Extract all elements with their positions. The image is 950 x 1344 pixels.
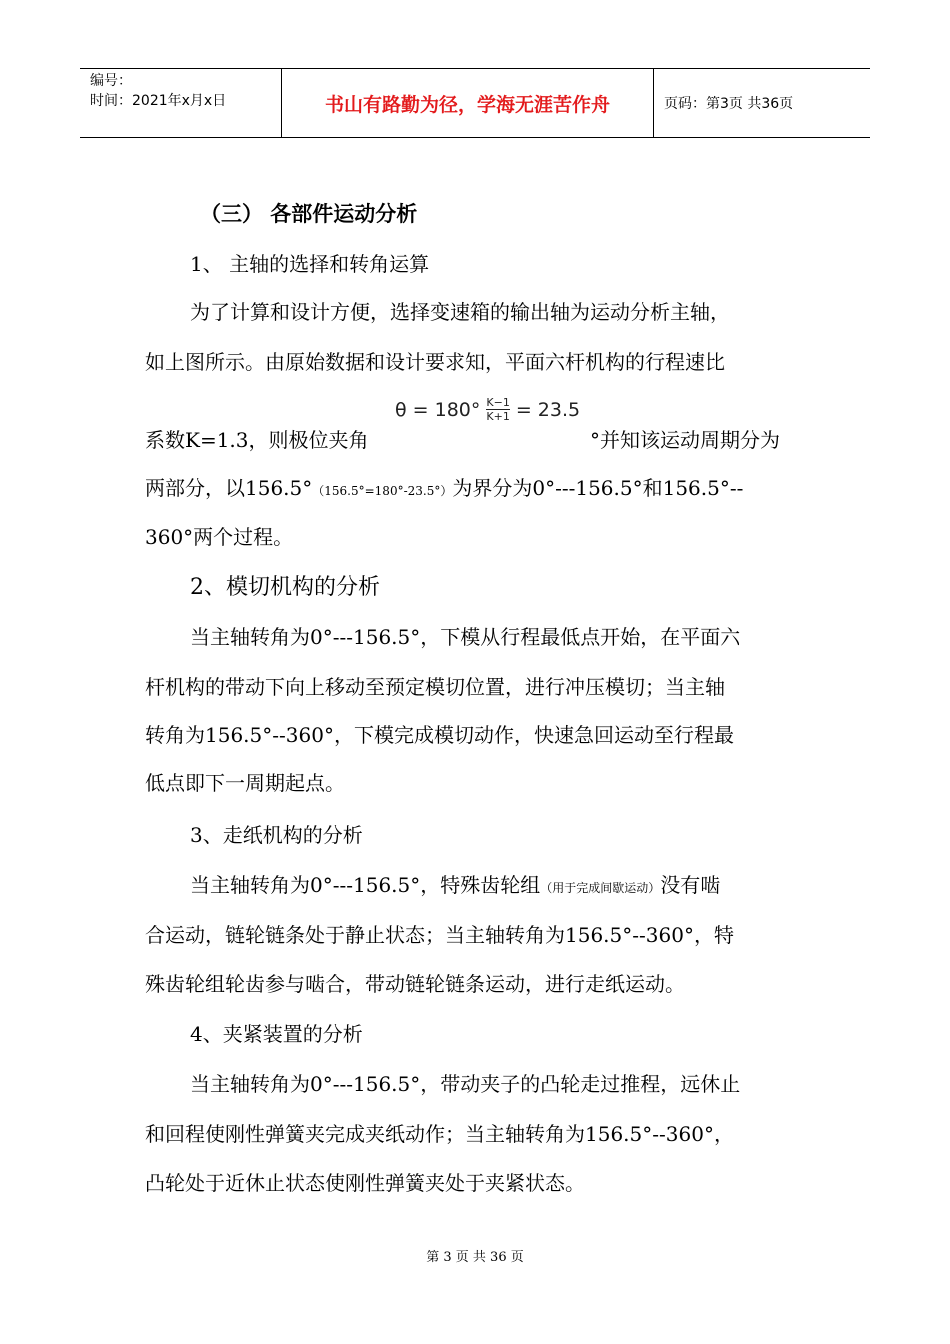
text-run: 为界分为0°---156.5°和156.5°-- [452,476,744,500]
paragraph-line: 转角为156.5°--360°，下模完成模切动作，快速急回运动至行程最 [145,723,734,747]
paragraph-line: 系数K=1.3，则极位夹角 [145,428,369,452]
paragraph-line: 合运动，链轮链条处于静止状态；当主轴转角为156.5°--360°，特 [145,923,734,947]
text-run: 没有啮 [660,873,721,897]
text-run: 当主轴转角为0°---156.5°，特殊齿轮组 [190,873,541,897]
item2-heading: 2、模切机构的分析 [190,575,380,600]
item4-heading: 4、夹紧装置的分析 [190,1022,363,1046]
paragraph-line: 凸轮处于近休止状态使刚性弹簧夹处于夹紧状态。 [145,1171,585,1195]
paragraph-line [145,472,743,501]
header-motto: 书山有路勤为径，学海无涯苦作舟 [282,69,654,137]
page-footer: 第 3 页 共 36 页 [426,1250,524,1265]
text-note: （156.5°=180°-23.5°） [312,484,453,498]
item3-heading: 3、走纸机构的分析 [190,823,363,847]
paragraph-line: 当主轴转角为0°---156.5°，带动夹子的凸轮走过推程，远休止 [190,1072,741,1096]
paragraph-line: 杆机构的带动下向上移动至预定模切位置，进行冲压模切；当主轴 [145,675,725,699]
header-meta [80,69,282,137]
formula-denominator: K+1 [486,410,510,423]
page-header [80,68,870,138]
formula-numerator: K−1 [486,396,510,409]
paragraph-line: 低点即下一周期起点。 [145,771,345,795]
paragraph-line: 360°两个过程。 [145,525,294,549]
paragraph-line: 当主轴转角为0°---156.5°，下模从行程最低点开始，在平面六 [190,625,741,649]
section-title: （三） 各部件运动分析 [200,202,418,226]
paragraph-line: 为了计算和设计方便，选择变速箱的输出轴为运动分析主轴， [190,300,730,324]
item1-heading: 1、 主轴的选择和转角运算 [190,252,430,276]
paragraph-line: 和回程使刚性弹簧夹完成夹纸动作；当主轴转角为156.5°--360°， [145,1122,734,1146]
paragraph-line: 如上图所示。由原始数据和设计要求知，平面六杆机构的行程速比 [145,350,725,374]
paragraph-line [190,869,720,898]
text-note: （用于完成间歇运动） [540,881,661,895]
header-number: 编号： [90,73,132,89]
header-date: 时间：2021年x月x日 [90,93,227,109]
formula-theta [395,396,580,423]
formula-right: = 23.5 [515,398,581,421]
paragraph-line: °并知该运动周期分为 [590,428,780,452]
text-run: 两部分，以156.5° [145,476,313,500]
paragraph-line: 殊齿轮组轮齿参与啮合，带动链轮链条运动，进行走纸运动。 [145,972,685,996]
formula-fraction [486,396,509,423]
header-page-info: 页码：第3页 共36页 [664,96,794,112]
formula-left: θ = 180° [395,398,481,421]
